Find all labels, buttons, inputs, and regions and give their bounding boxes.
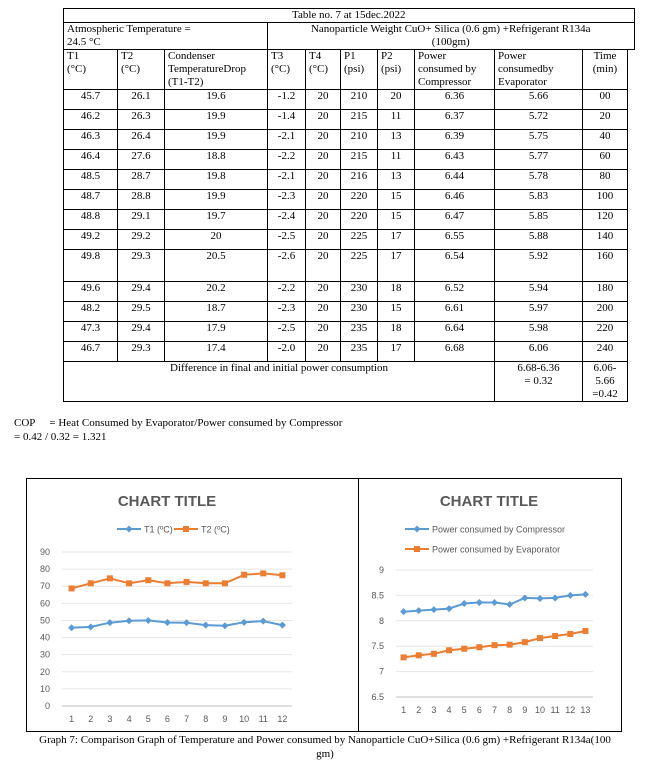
x-tick-label: 3 (107, 714, 113, 724)
data-point (522, 639, 528, 645)
table-cell: 6.06 (495, 342, 583, 362)
table-cell: 20 (306, 302, 341, 322)
table-cell: -2.4 (268, 210, 306, 230)
table-cell: 20 (306, 230, 341, 250)
data-point (491, 599, 498, 606)
table-cell: 17 (378, 250, 415, 282)
table-cell: 240 (583, 342, 628, 362)
x-tick-label: 11 (550, 705, 560, 715)
x-tick-label: 9 (522, 705, 528, 715)
column-header: T2 (°C) (118, 50, 165, 90)
table-row (64, 170, 635, 190)
table-cell: 210 (341, 130, 378, 150)
table-cell: 26.1 (118, 90, 165, 110)
data-point (164, 580, 170, 586)
x-tick-label: 9 (222, 714, 228, 724)
table-cell: 20 (306, 322, 341, 342)
table-cell: 29.4 (118, 282, 165, 302)
x-tick-label: 2 (416, 705, 422, 715)
table-cell: 235 (341, 322, 378, 342)
x-tick-label: 10 (239, 714, 250, 724)
data-point (241, 572, 247, 578)
data-point (69, 585, 75, 591)
data-point (107, 575, 113, 581)
column-header: P1 (psi) (341, 50, 378, 90)
table-cell: 26.3 (118, 110, 165, 130)
table-cell: 5.77 (495, 150, 583, 170)
table-cell: 48.7 (64, 190, 118, 210)
table-cell: 49.6 (64, 282, 118, 302)
x-tick-label: 3 (431, 705, 437, 715)
difference-evaporator: 6.06-5.66 =0.42 (583, 362, 628, 402)
table-row (64, 130, 635, 150)
legend-label: Power consumed by Evaporator (432, 544, 561, 555)
atmospheric-temperature (64, 23, 268, 50)
results-table (63, 8, 635, 402)
table-cell: -2.1 (268, 130, 306, 150)
data-point (279, 572, 285, 578)
data-point (476, 644, 482, 650)
table-cell: 6.36 (415, 90, 495, 110)
table-cell: 225 (341, 250, 378, 282)
table-cell: 20 (306, 90, 341, 110)
table-title: Table no. 7 at 15dec.2022 (64, 9, 635, 23)
table-cell: 6.37 (415, 110, 495, 130)
table-cell: 220 (341, 210, 378, 230)
table-cell: 49.2 (64, 230, 118, 250)
y-tick-label: 8.5 (371, 590, 384, 601)
column-header: P2 (psi) (378, 50, 415, 90)
table-cell: 40 (583, 130, 628, 150)
y-tick-label: 90 (39, 547, 50, 557)
table-cell: 13 (378, 130, 415, 150)
x-tick-label: 1 (69, 714, 75, 724)
table-cell: 6.64 (415, 322, 495, 342)
table-cell: 45.7 (64, 90, 118, 110)
data-point (476, 599, 483, 606)
table-cell: 210 (341, 90, 378, 110)
column-header: Power consumedby Evaporator (495, 50, 583, 90)
data-point (145, 617, 152, 624)
table-cell: 5.98 (495, 322, 583, 342)
table-cell: 20 (583, 110, 628, 130)
legend-marker (414, 546, 420, 552)
table-cell: 17 (378, 230, 415, 250)
x-tick-label: 8 (507, 705, 513, 715)
atm-temp-value: 24.5 °C (67, 36, 101, 48)
temperature-chart-svg (27, 479, 359, 731)
y-tick-label: 0 (44, 701, 50, 711)
data-point (184, 579, 190, 585)
table-cell: 17.9 (165, 322, 268, 342)
y-tick-label: 60 (39, 598, 50, 609)
table-cell: -2.0 (268, 342, 306, 362)
column-header: T1 (°C) (64, 50, 118, 90)
table-cell: -2.2 (268, 282, 306, 302)
y-tick-label: 50 (39, 615, 50, 626)
power-chart-svg (359, 479, 621, 731)
cop-formula: COP = Heat Consumed by Evaporator/Power consumed by Compressor (14, 417, 343, 429)
table-row (64, 110, 635, 130)
table-cell: 17 (378, 342, 415, 362)
table-cell: 13 (378, 170, 415, 190)
y-tick-label: 70 (39, 581, 50, 592)
table-cell: 18.7 (165, 302, 268, 322)
x-tick-label: 5 (145, 714, 151, 724)
table-cell: 5.75 (495, 130, 583, 150)
data-point (145, 577, 151, 583)
table-cell: 6.55 (415, 230, 495, 250)
table-cell: -2.6 (268, 250, 306, 282)
column-header: Power consumed by Compressor (415, 50, 495, 90)
table-cell: 216 (341, 170, 378, 190)
table-cell: 20 (306, 250, 341, 282)
y-tick-label: 20 (39, 666, 50, 677)
data-point (416, 652, 422, 658)
table-cell: 48.5 (64, 170, 118, 190)
table-cell: 220 (341, 190, 378, 210)
x-tick-label: 13 (580, 705, 591, 715)
table-cell: -2.5 (268, 322, 306, 342)
table-cell: 5.66 (495, 90, 583, 110)
table-row (64, 302, 635, 322)
table-cell: 48.2 (64, 302, 118, 322)
data-point (221, 622, 228, 629)
data-point (126, 617, 133, 624)
table-cell: 120 (583, 210, 628, 230)
difference-label: Difference in final and initial power consumption (64, 362, 495, 402)
x-tick-label: 8 (203, 714, 209, 724)
chart-title: CHART TITLE (117, 493, 217, 510)
table-cell: 5.83 (495, 190, 583, 210)
table-cell: 80 (583, 170, 628, 190)
table-row (64, 90, 635, 110)
y-tick-label: 9 (378, 565, 384, 575)
table-cell: 5.72 (495, 110, 583, 130)
table-cell: 29.2 (118, 230, 165, 250)
x-tick-label: 6 (164, 714, 170, 724)
legend-label: T1 (ºC) (144, 524, 173, 535)
table-cell: 46.2 (64, 110, 118, 130)
table-cell: 6.43 (415, 150, 495, 170)
legend-marker (414, 526, 421, 533)
data-point (567, 592, 574, 599)
table-cell: 20 (378, 90, 415, 110)
table-cell: 230 (341, 302, 378, 322)
table-cell: 20 (306, 210, 341, 230)
table-cell: 27.6 (118, 150, 165, 170)
data-point (279, 622, 286, 629)
x-tick-label: 7 (491, 705, 498, 715)
data-point (126, 580, 132, 586)
table-row (64, 322, 635, 342)
y-tick-label: 8 (378, 615, 384, 626)
table-cell: 19.9 (165, 130, 268, 150)
legend-marker (126, 526, 133, 533)
table-cell: 6.47 (415, 210, 495, 230)
y-tick-label: 80 (39, 564, 50, 575)
x-tick-label: 4 (446, 705, 452, 715)
table-row (64, 282, 635, 302)
data-point (506, 601, 513, 608)
table-cell: 20.2 (165, 282, 268, 302)
data-point (88, 580, 94, 586)
atm-temp-label: Atmospheric Temperature = (67, 23, 191, 35)
data-point (461, 600, 468, 607)
data-point (68, 624, 75, 631)
data-point (431, 651, 437, 657)
data-point (202, 622, 209, 629)
table-cell: 5.88 (495, 230, 583, 250)
table-cell: 29.3 (118, 250, 165, 282)
data-point (87, 623, 94, 630)
data-point (461, 646, 467, 652)
table-cell: 28.8 (118, 190, 165, 210)
data-point (260, 570, 266, 576)
table-cell: 215 (341, 110, 378, 130)
table-row (64, 210, 635, 230)
data-point (401, 654, 407, 660)
table-cell: 235 (341, 342, 378, 362)
y-tick-label: 40 (39, 632, 50, 643)
table-cell: -2.3 (268, 190, 306, 210)
chart-temperature (26, 478, 360, 732)
data-point (537, 635, 543, 641)
table-cell: 19.9 (165, 190, 268, 210)
table-cell: 15 (378, 210, 415, 230)
table-cell: -2.1 (268, 170, 306, 190)
y-tick-label: 6.5 (371, 692, 384, 702)
cop-result: = 0.42 / 0.32 = 1.321 (14, 431, 107, 443)
table-cell: 20 (306, 130, 341, 150)
column-header: T4 (°C) (306, 50, 341, 90)
legend-label: Power consumed by Compressor (432, 524, 566, 535)
chart-power (358, 478, 622, 732)
table-cell: 18.8 (165, 150, 268, 170)
column-header: Time (min) (583, 50, 628, 90)
legend-label: T2 (ºC) (201, 524, 230, 535)
table-cell: 19.6 (165, 90, 268, 110)
table-cell: 48.8 (64, 210, 118, 230)
table-cell: 20 (306, 342, 341, 362)
table-cell: 19.8 (165, 170, 268, 190)
table-cell: 19.7 (165, 210, 268, 230)
table-cell: 6.52 (415, 282, 495, 302)
data-point (222, 580, 228, 586)
table-cell: -2.3 (268, 302, 306, 322)
x-tick-label: 12 (565, 705, 576, 715)
data-point (203, 580, 209, 586)
table-cell: 60 (583, 150, 628, 170)
table-row (64, 230, 635, 250)
table-cell: 18 (378, 322, 415, 342)
x-tick-label: 12 (277, 714, 288, 724)
table-header-row (64, 50, 635, 90)
column-header: T3 (°C) (268, 50, 306, 90)
table-cell: 215 (341, 150, 378, 170)
data-point (567, 631, 573, 637)
table-cell: 29.3 (118, 342, 165, 362)
table-cell: 11 (378, 110, 415, 130)
table-cell: 20 (306, 170, 341, 190)
table-cell: 18 (378, 282, 415, 302)
table-cell: 6.61 (415, 302, 495, 322)
table-cell: 15 (378, 302, 415, 322)
x-tick-label: 4 (126, 714, 132, 724)
x-tick-label: 11 (258, 714, 268, 724)
table-cell: 17.4 (165, 342, 268, 362)
table-cell: -1.4 (268, 110, 306, 130)
table-cell: 5.94 (495, 282, 583, 302)
table-cell: 29.5 (118, 302, 165, 322)
table-cell: 47.3 (64, 322, 118, 342)
graph-caption: Graph 7: Comparison Graph of Temperature and Power consumed by Nanoparticle CuO+Silica (0.6 gm) +Refrigerant R134a(100 gm) (39, 734, 611, 760)
data-point (446, 647, 452, 653)
data-point (582, 591, 589, 598)
table-cell: 28.7 (118, 170, 165, 190)
series-line (72, 620, 283, 627)
table-cell: -1.2 (268, 90, 306, 110)
table-cell: 220 (583, 322, 628, 342)
data-point (552, 633, 558, 639)
table-cell: 6.39 (415, 130, 495, 150)
nanoparticle-description: Nanoparticle Weight CuO+ Silica (0.6 gm) +Refrigerant R134a (100gm) (268, 23, 635, 50)
table-cell: -2.2 (268, 150, 306, 170)
table-cell: 230 (341, 282, 378, 302)
data-point (507, 642, 513, 648)
table-cell: 00 (583, 90, 628, 110)
x-tick-label: 6 (476, 705, 482, 715)
table-cell: 46.4 (64, 150, 118, 170)
table-cell: 20 (165, 230, 268, 250)
y-tick-label: 7.5 (371, 641, 384, 652)
table-row (64, 250, 635, 282)
table-cell: 29.4 (118, 322, 165, 342)
data-point (446, 605, 453, 612)
x-tick-label: 7 (184, 714, 190, 724)
table-cell: 140 (583, 230, 628, 250)
table-cell: 15 (378, 190, 415, 210)
table-cell: 20 (306, 110, 341, 130)
table-cell: 100 (583, 190, 628, 210)
table-cell: 6.54 (415, 250, 495, 282)
y-tick-label: 10 (39, 683, 50, 694)
data-point (415, 607, 422, 614)
chart-title: CHART TITLE (439, 493, 539, 510)
table-row (64, 150, 635, 170)
table-cell: -2.5 (268, 230, 306, 250)
x-tick-label: 5 (461, 705, 467, 715)
table-row (64, 190, 635, 210)
table-cell: 19.9 (165, 110, 268, 130)
table-cell: 6.46 (415, 190, 495, 210)
table-cell: 20 (306, 190, 341, 210)
table-cell: 200 (583, 302, 628, 322)
table-row (64, 342, 635, 362)
x-tick-label: 2 (88, 714, 94, 724)
legend-marker (183, 526, 189, 532)
table-cell: 11 (378, 150, 415, 170)
y-tick-label: 7 (378, 666, 384, 677)
data-point (400, 608, 407, 615)
table-cell: 6.68 (415, 342, 495, 362)
x-tick-label: 1 (401, 705, 407, 715)
table-cell: 5.92 (495, 250, 583, 282)
table-cell: 46.3 (64, 130, 118, 150)
table-cell: 5.85 (495, 210, 583, 230)
table-cell: 20.5 (165, 250, 268, 282)
empty-cell (628, 362, 635, 402)
table-cell: 6.44 (415, 170, 495, 190)
table-cell: 225 (341, 230, 378, 250)
table-cell: 20 (306, 282, 341, 302)
table-cell: 26.4 (118, 130, 165, 150)
y-tick-label: 30 (39, 649, 50, 660)
data-point (430, 606, 437, 613)
x-tick-label: 10 (534, 705, 545, 715)
column-header: Condenser TemperatureDrop (T1-T2) (165, 50, 268, 90)
table-cell: 160 (583, 250, 628, 282)
table-cell: 180 (583, 282, 628, 302)
difference-compressor: 6.68-6.36 = 0.32 (495, 362, 583, 402)
data-point (260, 618, 267, 625)
table-cell: 5.78 (495, 170, 583, 190)
table-cell: 20 (306, 150, 341, 170)
table-cell: 46.7 (64, 342, 118, 362)
data-point (241, 619, 248, 626)
data-point (492, 642, 498, 648)
table-cell: 5.97 (495, 302, 583, 322)
table-cell: 29.1 (118, 210, 165, 230)
data-point (536, 595, 543, 602)
data-point (582, 628, 588, 634)
table-cell: 49.8 (64, 250, 118, 282)
